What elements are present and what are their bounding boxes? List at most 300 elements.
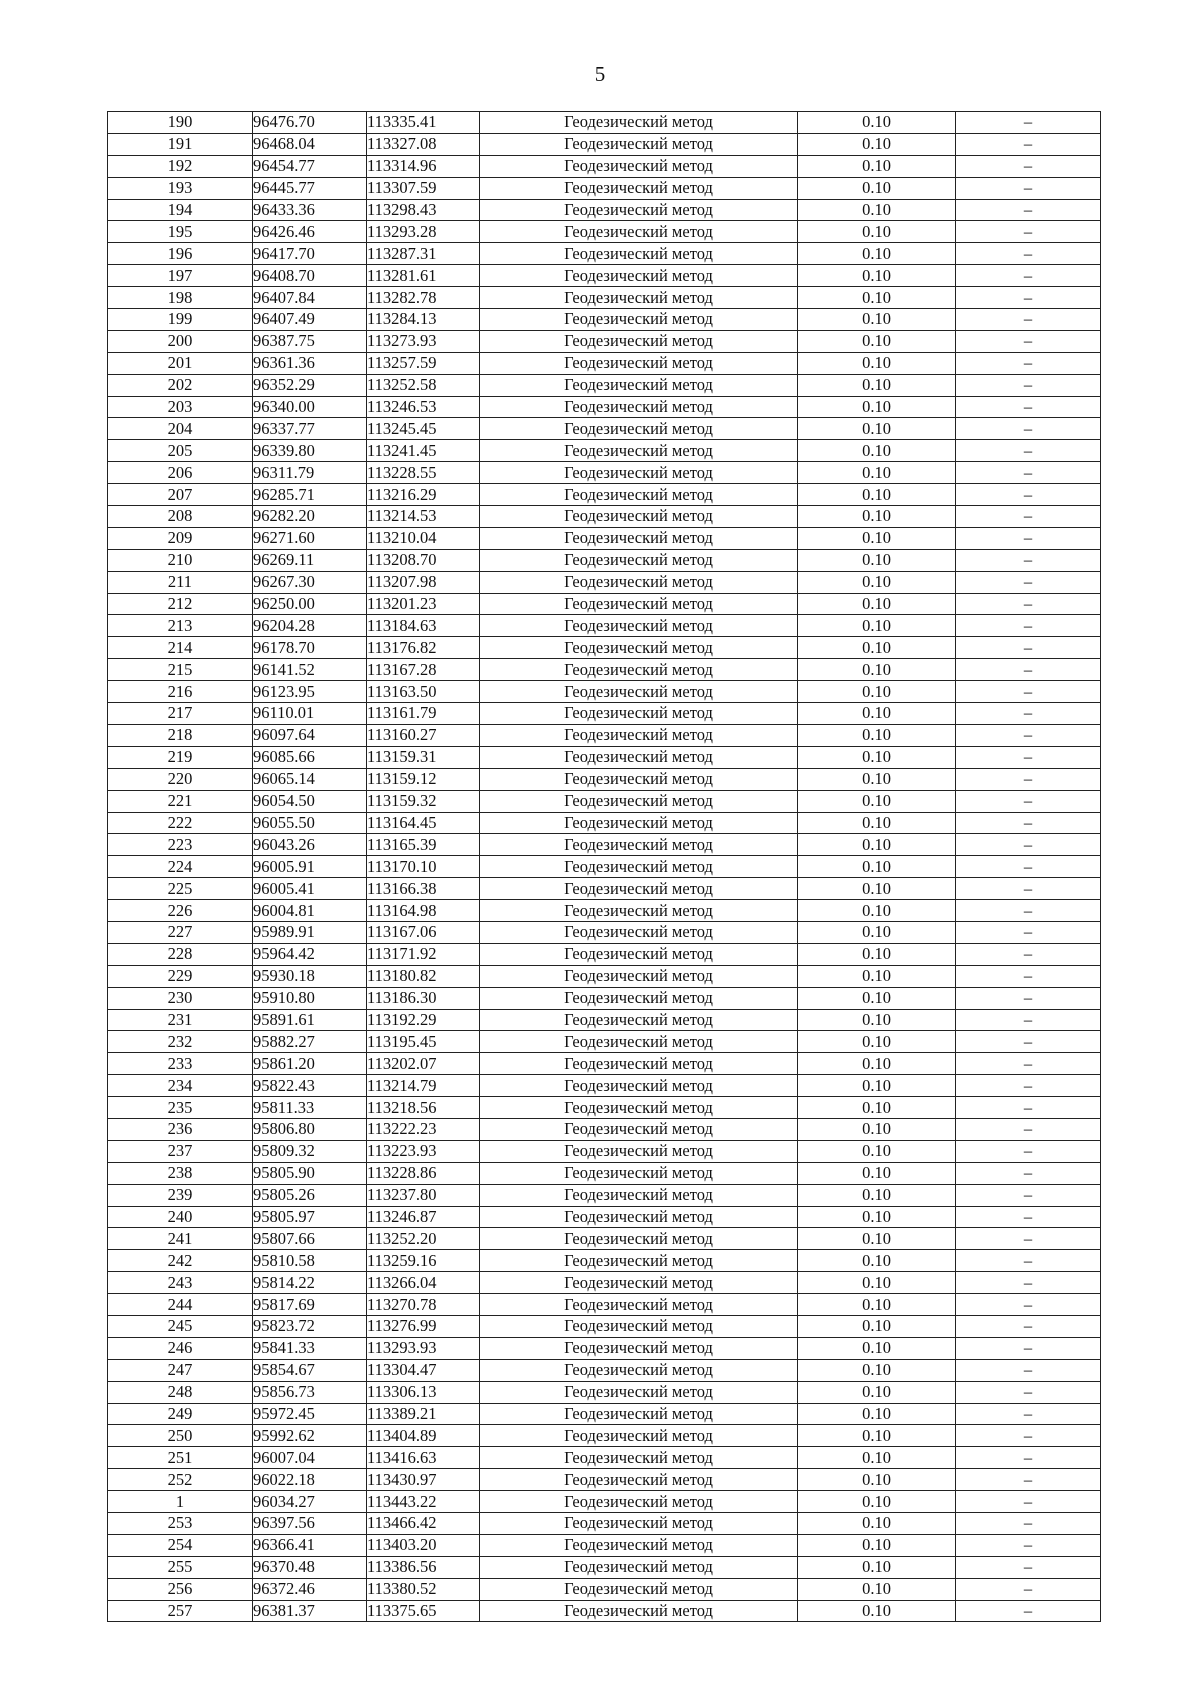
table-row [108,133,1101,155]
x-coordinate-cell: 96110.01 [253,703,367,725]
y-coordinate-cell: 113171.92 [367,943,480,965]
point-number-cell: 243 [108,1272,253,1294]
y-coordinate-cell: 113237.80 [367,1184,480,1206]
method-cell: Геодезический метод [480,1097,798,1119]
accuracy-cell: 0.10 [798,112,956,134]
point-number-cell: 231 [108,1009,253,1031]
accuracy-cell: 0.10 [798,659,956,681]
accuracy-cell: 0.10 [798,484,956,506]
method-cell: Геодезический метод [480,1272,798,1294]
table-row [108,1534,1101,1556]
note-cell: – [956,900,1101,922]
x-coordinate-cell: 96250.00 [253,593,367,615]
note-cell: – [956,1556,1101,1578]
y-coordinate-cell: 113218.56 [367,1097,480,1119]
x-coordinate-cell: 96372.46 [253,1578,367,1600]
y-coordinate-cell: 113159.32 [367,790,480,812]
note-cell: – [956,440,1101,462]
y-coordinate-cell: 113228.55 [367,462,480,484]
note-cell: – [956,155,1101,177]
table-row [108,1118,1101,1140]
y-coordinate-cell: 113208.70 [367,549,480,571]
point-number-cell: 235 [108,1097,253,1119]
point-number-cell: 257 [108,1600,253,1622]
accuracy-cell: 0.10 [798,637,956,659]
y-coordinate-cell: 113167.06 [367,921,480,943]
x-coordinate-cell: 96178.70 [253,637,367,659]
method-cell: Геодезический метод [480,527,798,549]
note-cell: – [956,418,1101,440]
y-coordinate-cell: 113184.63 [367,615,480,637]
y-coordinate-cell: 113252.20 [367,1228,480,1250]
x-coordinate-cell: 96204.28 [253,615,367,637]
table-row [108,287,1101,309]
x-coordinate-cell: 96387.75 [253,330,367,352]
point-number-cell: 219 [108,746,253,768]
note-cell: – [956,1075,1101,1097]
y-coordinate-cell: 113195.45 [367,1031,480,1053]
accuracy-cell: 0.10 [798,1447,956,1469]
table-row [108,1381,1101,1403]
y-coordinate-cell: 113210.04 [367,527,480,549]
y-coordinate-cell: 113298.43 [367,199,480,221]
x-coordinate-cell: 95809.32 [253,1140,367,1162]
x-coordinate-cell: 96339.80 [253,440,367,462]
accuracy-cell: 0.10 [798,330,956,352]
accuracy-cell: 0.10 [798,506,956,528]
method-cell: Геодезический метод [480,418,798,440]
note-cell: – [956,484,1101,506]
table-row [108,921,1101,943]
method-cell: Геодезический метод [480,287,798,309]
method-cell: Геодезический метод [480,374,798,396]
table-row [108,1425,1101,1447]
point-number-cell: 213 [108,615,253,637]
y-coordinate-cell: 113241.45 [367,440,480,462]
x-coordinate-cell: 95805.90 [253,1162,367,1184]
x-coordinate-cell: 95989.91 [253,921,367,943]
x-coordinate-cell: 96004.81 [253,900,367,922]
table-row [108,571,1101,593]
table-row [108,1600,1101,1622]
note-cell: – [956,637,1101,659]
accuracy-cell: 0.10 [798,615,956,637]
point-number-cell: 211 [108,571,253,593]
y-coordinate-cell: 113160.27 [367,724,480,746]
y-coordinate-cell: 113375.65 [367,1600,480,1622]
note-cell: – [956,1359,1101,1381]
accuracy-cell: 0.10 [798,965,956,987]
point-number-cell: 254 [108,1534,253,1556]
point-number-cell: 205 [108,440,253,462]
note-cell: – [956,746,1101,768]
accuracy-cell: 0.10 [798,462,956,484]
note-cell: – [956,1534,1101,1556]
note-cell: – [956,965,1101,987]
method-cell: Геодезический метод [480,571,798,593]
accuracy-cell: 0.10 [798,309,956,331]
method-cell: Геодезический метод [480,943,798,965]
point-number-cell: 210 [108,549,253,571]
note-cell: – [956,1403,1101,1425]
table-row [108,1075,1101,1097]
x-coordinate-cell: 96005.91 [253,856,367,878]
x-coordinate-cell: 95964.42 [253,943,367,965]
point-number-cell: 218 [108,724,253,746]
y-coordinate-cell: 113259.16 [367,1250,480,1272]
y-coordinate-cell: 113273.93 [367,330,480,352]
point-number-cell: 248 [108,1381,253,1403]
point-number-cell: 194 [108,199,253,221]
accuracy-cell: 0.10 [798,1053,956,1075]
table-row [108,1009,1101,1031]
accuracy-cell: 0.10 [798,1206,956,1228]
x-coordinate-cell: 96340.00 [253,396,367,418]
accuracy-cell: 0.10 [798,155,956,177]
method-cell: Геодезический метод [480,1053,798,1075]
note-cell: – [956,724,1101,746]
note-cell: – [956,1469,1101,1491]
accuracy-cell: 0.10 [798,177,956,199]
y-coordinate-cell: 113293.93 [367,1337,480,1359]
x-coordinate-cell: 96097.64 [253,724,367,746]
x-coordinate-cell: 96007.04 [253,1447,367,1469]
x-coordinate-cell: 95992.62 [253,1425,367,1447]
y-coordinate-cell: 113304.47 [367,1359,480,1381]
method-cell: Геодезический метод [480,1075,798,1097]
y-coordinate-cell: 113163.50 [367,681,480,703]
method-cell: Геодезический метод [480,1359,798,1381]
y-coordinate-cell: 113327.08 [367,133,480,155]
y-coordinate-cell: 113228.86 [367,1162,480,1184]
table-row [108,243,1101,265]
point-number-cell: 244 [108,1294,253,1316]
x-coordinate-cell: 96054.50 [253,790,367,812]
note-cell: – [956,133,1101,155]
x-coordinate-cell: 96468.04 [253,133,367,155]
note-cell: – [956,177,1101,199]
accuracy-cell: 0.10 [798,703,956,725]
point-number-cell: 191 [108,133,253,155]
x-coordinate-cell: 95806.80 [253,1118,367,1140]
accuracy-cell: 0.10 [798,1250,956,1272]
y-coordinate-cell: 113386.56 [367,1556,480,1578]
table-row [108,484,1101,506]
y-coordinate-cell: 113207.98 [367,571,480,593]
y-coordinate-cell: 113161.79 [367,703,480,725]
accuracy-cell: 0.10 [798,878,956,900]
y-coordinate-cell: 113276.99 [367,1315,480,1337]
accuracy-cell: 0.10 [798,1228,956,1250]
point-number-cell: 198 [108,287,253,309]
table-row [108,812,1101,834]
x-coordinate-cell: 96065.14 [253,768,367,790]
y-coordinate-cell: 113180.82 [367,965,480,987]
accuracy-cell: 0.10 [798,1031,956,1053]
table-row [108,1491,1101,1513]
note-cell: – [956,659,1101,681]
point-number-cell: 252 [108,1469,253,1491]
x-coordinate-cell: 96476.70 [253,112,367,134]
x-coordinate-cell: 96311.79 [253,462,367,484]
x-coordinate-cell: 96397.56 [253,1513,367,1535]
accuracy-cell: 0.10 [798,834,956,856]
x-coordinate-cell: 96407.84 [253,287,367,309]
method-cell: Геодезический метод [480,812,798,834]
note-cell: – [956,768,1101,790]
table-row [108,418,1101,440]
y-coordinate-cell: 113245.45 [367,418,480,440]
accuracy-cell: 0.10 [798,1009,956,1031]
table-row [108,1250,1101,1272]
method-cell: Геодезический метод [480,593,798,615]
table-row [108,1447,1101,1469]
accuracy-cell: 0.10 [798,440,956,462]
note-cell: – [956,352,1101,374]
accuracy-cell: 0.10 [798,1403,956,1425]
point-number-cell: 192 [108,155,253,177]
point-number-cell: 214 [108,637,253,659]
point-number-cell: 249 [108,1403,253,1425]
point-number-cell: 1 [108,1491,253,1513]
y-coordinate-cell: 113223.93 [367,1140,480,1162]
y-coordinate-cell: 113176.82 [367,637,480,659]
point-number-cell: 224 [108,856,253,878]
accuracy-cell: 0.10 [798,1337,956,1359]
note-cell: – [956,527,1101,549]
accuracy-cell: 0.10 [798,1513,956,1535]
accuracy-cell: 0.10 [798,1162,956,1184]
accuracy-cell: 0.10 [798,1469,956,1491]
note-cell: – [956,287,1101,309]
accuracy-cell: 0.10 [798,1534,956,1556]
note-cell: – [956,1184,1101,1206]
note-cell: – [956,506,1101,528]
table-row [108,1228,1101,1250]
point-number-cell: 250 [108,1425,253,1447]
point-number-cell: 256 [108,1578,253,1600]
x-coordinate-cell: 96267.30 [253,571,367,593]
note-cell: – [956,1228,1101,1250]
x-coordinate-cell: 96123.95 [253,681,367,703]
note-cell: – [956,1031,1101,1053]
method-cell: Геодезический метод [480,878,798,900]
table-row [108,265,1101,287]
accuracy-cell: 0.10 [798,856,956,878]
accuracy-cell: 0.10 [798,1600,956,1622]
point-number-cell: 240 [108,1206,253,1228]
table-row [108,1031,1101,1053]
accuracy-cell: 0.10 [798,199,956,221]
point-number-cell: 199 [108,309,253,331]
y-coordinate-cell: 113380.52 [367,1578,480,1600]
table-row [108,1272,1101,1294]
table-row [108,155,1101,177]
method-cell: Геодезический метод [480,1491,798,1513]
note-cell: – [956,856,1101,878]
table-row [108,1162,1101,1184]
method-cell: Геодезический метод [480,309,798,331]
method-cell: Геодезический метод [480,549,798,571]
note-cell: – [956,199,1101,221]
method-cell: Геодезический метод [480,1031,798,1053]
point-number-cell: 208 [108,506,253,528]
accuracy-cell: 0.10 [798,681,956,703]
note-cell: – [956,790,1101,812]
table-row [108,506,1101,528]
table-row [108,309,1101,331]
accuracy-cell: 0.10 [798,1425,956,1447]
method-cell: Геодезический метод [480,1315,798,1337]
method-cell: Геодезический метод [480,330,798,352]
y-coordinate-cell: 113216.29 [367,484,480,506]
table-row [108,1513,1101,1535]
y-coordinate-cell: 113443.22 [367,1491,480,1513]
note-cell: – [956,374,1101,396]
x-coordinate-cell: 96352.29 [253,374,367,396]
note-cell: – [956,1513,1101,1535]
y-coordinate-cell: 113246.87 [367,1206,480,1228]
method-cell: Геодезический метод [480,1513,798,1535]
y-coordinate-cell: 113166.38 [367,878,480,900]
accuracy-cell: 0.10 [798,943,956,965]
accuracy-cell: 0.10 [798,1359,956,1381]
x-coordinate-cell: 96271.60 [253,527,367,549]
x-coordinate-cell: 96055.50 [253,812,367,834]
accuracy-cell: 0.10 [798,1578,956,1600]
x-coordinate-cell: 95854.67 [253,1359,367,1381]
note-cell: – [956,243,1101,265]
method-cell: Геодезический метод [480,681,798,703]
note-cell: – [956,1294,1101,1316]
y-coordinate-cell: 113165.39 [367,834,480,856]
table-row [108,593,1101,615]
table-row [108,900,1101,922]
note-cell: – [956,549,1101,571]
method-cell: Геодезический метод [480,987,798,1009]
method-cell: Геодезический метод [480,921,798,943]
x-coordinate-cell: 96361.36 [253,352,367,374]
accuracy-cell: 0.10 [798,1075,956,1097]
y-coordinate-cell: 113335.41 [367,112,480,134]
note-cell: – [956,221,1101,243]
point-number-cell: 228 [108,943,253,965]
table-row [108,1053,1101,1075]
method-cell: Геодезический метод [480,396,798,418]
x-coordinate-cell: 95972.45 [253,1403,367,1425]
table-row [108,1337,1101,1359]
note-cell: – [956,396,1101,418]
x-coordinate-cell: 95882.27 [253,1031,367,1053]
table-row [108,1097,1101,1119]
accuracy-cell: 0.10 [798,287,956,309]
point-number-cell: 251 [108,1447,253,1469]
method-cell: Геодезический метод [480,155,798,177]
accuracy-cell: 0.10 [798,1556,956,1578]
note-cell: – [956,943,1101,965]
note-cell: – [956,1447,1101,1469]
point-number-cell: 236 [108,1118,253,1140]
note-cell: – [956,1337,1101,1359]
x-coordinate-cell: 95805.26 [253,1184,367,1206]
note-cell: – [956,812,1101,834]
point-number-cell: 195 [108,221,253,243]
accuracy-cell: 0.10 [798,1272,956,1294]
x-coordinate-cell: 96285.71 [253,484,367,506]
note-cell: – [956,1381,1101,1403]
point-number-cell: 196 [108,243,253,265]
note-cell: – [956,1140,1101,1162]
accuracy-cell: 0.10 [798,1491,956,1513]
y-coordinate-cell: 113159.31 [367,746,480,768]
method-cell: Геодезический метод [480,1381,798,1403]
method-cell: Геодезический метод [480,1228,798,1250]
y-coordinate-cell: 113222.23 [367,1118,480,1140]
note-cell: – [956,1578,1101,1600]
note-cell: – [956,1425,1101,1447]
x-coordinate-cell: 95811.33 [253,1097,367,1119]
accuracy-cell: 0.10 [798,987,956,1009]
point-number-cell: 246 [108,1337,253,1359]
point-number-cell: 203 [108,396,253,418]
x-coordinate-cell: 96043.26 [253,834,367,856]
y-coordinate-cell: 113257.59 [367,352,480,374]
accuracy-cell: 0.10 [798,1140,956,1162]
table-row [108,637,1101,659]
point-number-cell: 234 [108,1075,253,1097]
table-row [108,374,1101,396]
method-cell: Геодезический метод [480,1556,798,1578]
method-cell: Геодезический метод [480,900,798,922]
table-row [108,1140,1101,1162]
note-cell: – [956,878,1101,900]
method-cell: Геодезический метод [480,856,798,878]
method-cell: Геодезический метод [480,724,798,746]
x-coordinate-cell: 96454.77 [253,155,367,177]
accuracy-cell: 0.10 [798,1184,956,1206]
x-coordinate-cell: 95856.73 [253,1381,367,1403]
x-coordinate-cell: 95841.33 [253,1337,367,1359]
table-row [108,790,1101,812]
note-cell: – [956,1600,1101,1622]
y-coordinate-cell: 113284.13 [367,309,480,331]
method-cell: Геодезический метод [480,746,798,768]
point-number-cell: 241 [108,1228,253,1250]
method-cell: Геодезический метод [480,221,798,243]
method-cell: Геодезический метод [480,352,798,374]
x-coordinate-cell: 95823.72 [253,1315,367,1337]
y-coordinate-cell: 113167.28 [367,659,480,681]
x-coordinate-cell: 95817.69 [253,1294,367,1316]
x-coordinate-cell: 96282.20 [253,506,367,528]
point-number-cell: 245 [108,1315,253,1337]
method-cell: Геодезический метод [480,834,798,856]
table-row [108,1359,1101,1381]
x-coordinate-cell: 95891.61 [253,1009,367,1031]
table-row [108,659,1101,681]
point-number-cell: 222 [108,812,253,834]
method-cell: Геодезический метод [480,112,798,134]
accuracy-cell: 0.10 [798,571,956,593]
accuracy-cell: 0.10 [798,549,956,571]
point-number-cell: 238 [108,1162,253,1184]
point-number-cell: 221 [108,790,253,812]
note-cell: – [956,330,1101,352]
table-row [108,1469,1101,1491]
accuracy-cell: 0.10 [798,812,956,834]
point-number-cell: 223 [108,834,253,856]
point-number-cell: 212 [108,593,253,615]
